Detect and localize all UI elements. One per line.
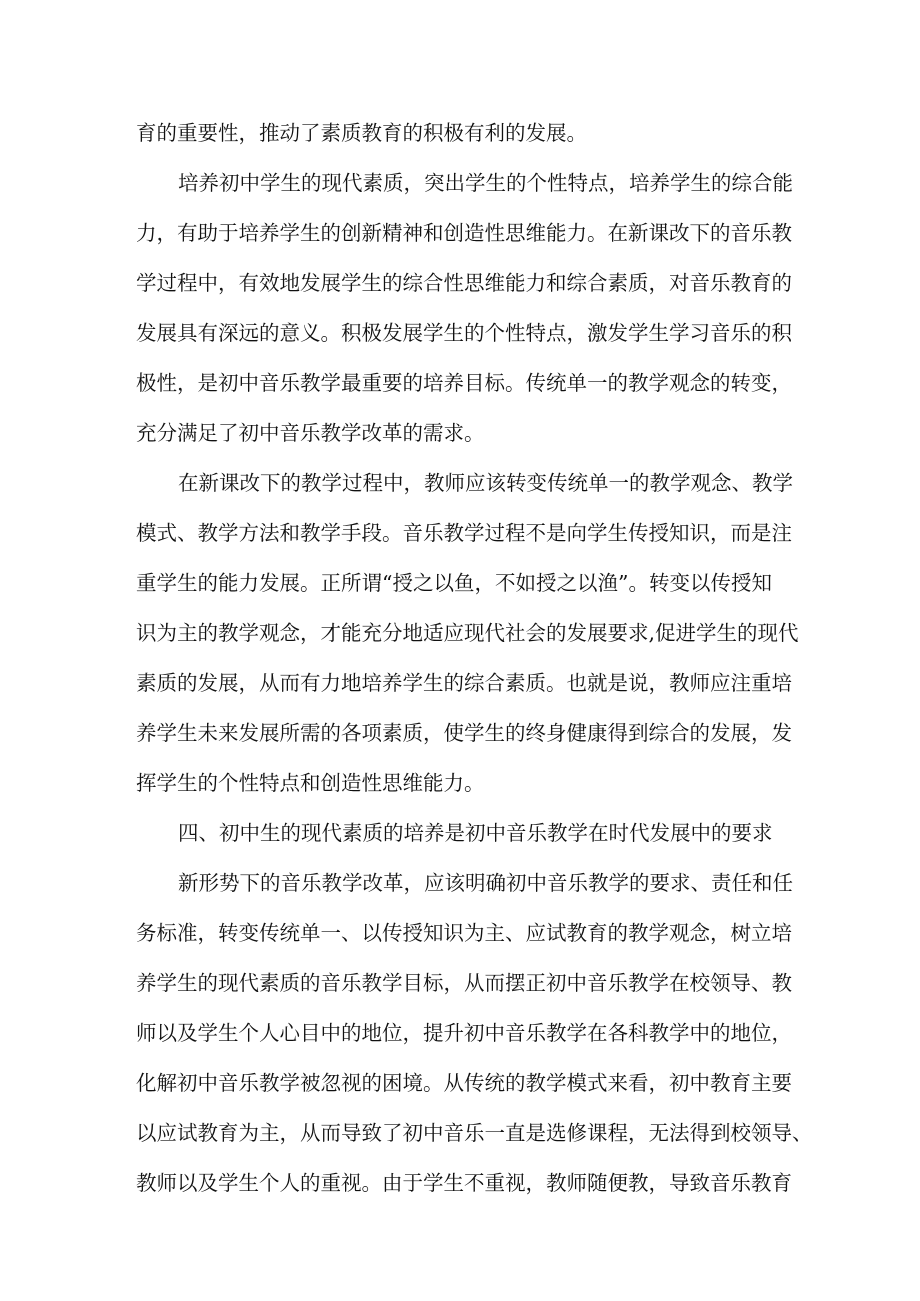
text-line: 以应试教育为主，从而导致了初中音乐一直是选修课程，无法得到校领导、	[136, 1121, 813, 1145]
text-line: 师以及学生个人心目中的地位，提升初中音乐教学在各科教学中的地位，	[136, 1021, 792, 1045]
text-line: 极性，是初中音乐教学最重要的培养目标。传统单一的教学观念的转变，	[136, 371, 792, 395]
text-line: 挥学生的个性特点和创造性思维能力。	[136, 771, 485, 795]
text-line: 素质的发展，从而有力地培养学生的综合素质。也就是说，教师应注重培	[136, 671, 792, 695]
section-heading: 四、初中生的现代素质的培养是初中音乐教学在时代发展中的要求	[178, 821, 773, 845]
text-line: 化解初中音乐教学被忽视的困境。从传统的教学模式来看，初中教育主要	[136, 1071, 792, 1095]
body-text	[136, 108, 813, 1208]
text-line: 教师以及学生个人的重视。由于学生不重视，教师随便教，导致音乐教育	[136, 1171, 792, 1195]
text-line: 发展具有深远的意义。积极发展学生的个性特点，激发学生学习音乐的积	[136, 321, 792, 345]
text-line: 务标准，转变传统单一、以传授知识为主、应试教育的教学观念，树立培	[136, 921, 792, 945]
text-line: 学过程中，有效地发展学生的综合性思维能力和综合素质，对音乐教育的	[136, 271, 792, 295]
text-line: 充分满足了初中音乐教学改革的需求。	[136, 421, 485, 445]
paragraph-start-line: 新形势下的音乐教学改革，应该明确初中音乐教学的要求、责任和任	[178, 871, 793, 895]
text-line: 重学生的能力发展。正所谓“授之以鱼，不如授之以渔”。转变以传授知	[136, 571, 772, 595]
text-line: 养学生的现代素质的音乐教学目标，从而摆正初中音乐教学在校领导、教	[136, 971, 792, 995]
text-line: 力，有助于培养学生的创新精神和创造性思维能力。在新课改下的音乐教	[136, 221, 792, 245]
text-line: 育的重要性，推动了素质教育的积极有利的发展。	[136, 121, 587, 145]
text-line: 识为主的教学观念，才能充分地适应现代社会的发展要求,促进学生的现代	[136, 621, 799, 645]
paragraph-start-line: 培养初中学生的现代素质，突出学生的个性特点，培养学生的综合能	[178, 171, 793, 195]
text-line: 模式、教学方法和教学手段。音乐教学过程不是向学生传授知识，而是注	[136, 521, 792, 545]
text-line: 养学生未来发展所需的各项素质，使学生的终身健康得到综合的发展，发	[136, 721, 792, 745]
paragraph-start-line: 在新课改下的教学过程中，教师应该转变传统单一的教学观念、教学	[178, 471, 793, 495]
